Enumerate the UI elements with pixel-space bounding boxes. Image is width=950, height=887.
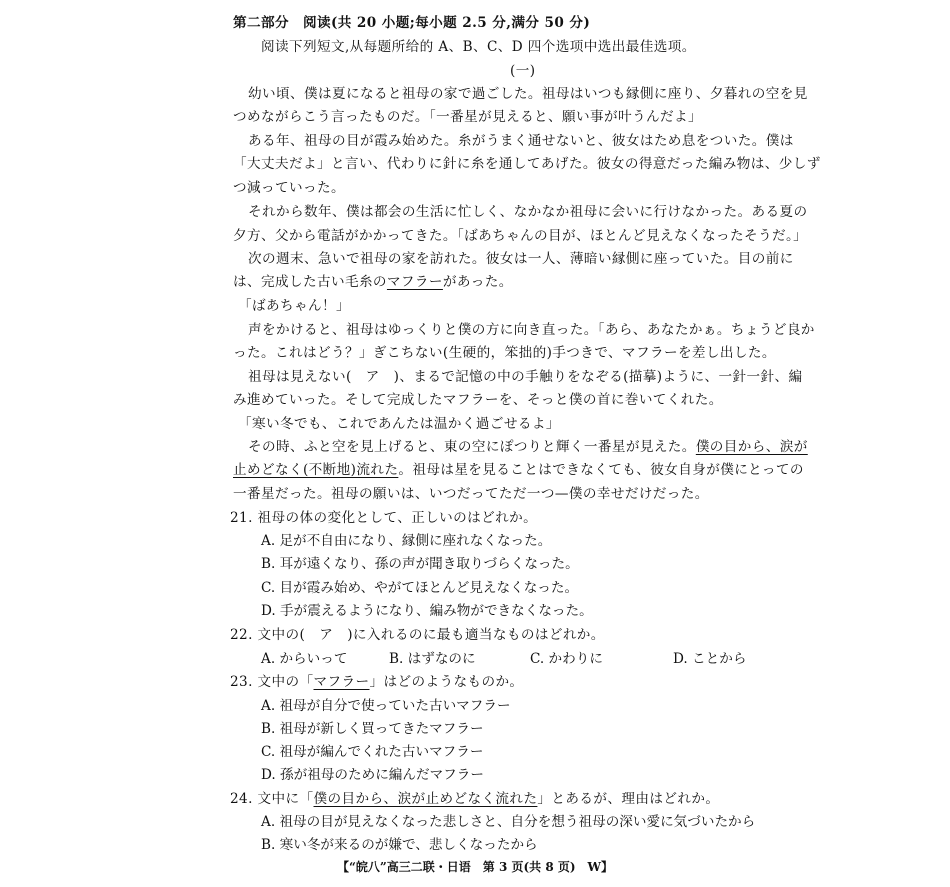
section-title: 第二部分 阅读(共 20 小题;每小题 2.5 分,满分 50 分) [233,15,591,31]
passage-line: 祖母は見えない( ア )、まるで記憶の中の手触りをなぞる(描摹)ように、一針一針、編 [248,369,803,385]
option-b: B. はずなのに [389,651,476,667]
underlined-muffler: マフラー [386,274,443,290]
passage-line: った。これはどう？」ぎこちない(生硬的，笨拙的)手つきで、マフラーを差し出した。 [233,345,776,361]
underlined-tears: 止めどなく(不断地)流れた [233,462,399,478]
page-footer: 【“皖八”高三二联・日语 第 3 页(共 8 页) W】 [336,860,614,874]
passage-line: 幼い頃、僕は夏になると祖母の家で過ごした。祖母はいつも縁側に座り、夕暮れの空を見 [248,86,808,102]
option-b: B. 祖母が新しく買ってきたマフラー [261,721,484,737]
underlined-tears: 僕の目から、涙が [695,439,808,455]
section-instruction: 阅读下列短文,从每题所给的 A、B、C、D 四个选项中选出最佳选项。 [261,39,696,55]
option-c: C. 祖母が編んでくれた古いマフラー [261,744,484,760]
passage-line: つめながらこう言ったものだ。「一番星が見えると、願い事が叶うんだよ」 [233,109,702,125]
passage-line: み進めていった。そして完成したマフラーを、そっと僕の首に巻いてくれた。 [233,392,723,408]
passage-line: 「ばあちゃん！」 [238,298,350,314]
passage-line [248,438,808,456]
question-stem: 21. 祖母の体の変化として、正しいのはどれか。 [230,510,538,526]
passage-line: ある年、祖母の目が霞み始めた。糸がうまく通せないと、彼女はため息をついた。僕は [248,133,794,149]
passage-number: (一) [510,63,536,79]
passage-text: 。祖母は星を見ることはできなくても、彼女自身が僕にとっての [398,462,804,478]
passage-line: つ減っていった。 [233,180,345,196]
option-c: C. かわりに [530,651,603,667]
stem-text: 23. 文中の「 [230,674,314,690]
option-a: A. 祖母の目が見えなくなった悲しさと、自分を想う祖母の深い愛に気づいたから [261,814,756,830]
passage-line [233,273,513,291]
stem-text: 」はどのようなものか。 [369,674,524,690]
passage-line: 「大丈夫だよ」と言い、代わりに針に糸を通してあげた。彼女の得意だった編み物は、少しず [233,156,821,172]
underlined-muffler: マフラー [313,674,370,690]
passage-line: 夕方、父から電話がかかってきた。「ばあちゃんの目が、ほとんど見えなくなったそうだ。」 [233,228,808,244]
option-d: D. 孫が祖母のために編んだマフラー [261,767,484,783]
option-a: A. からいって [261,651,348,667]
option-c: C. 目が霞み始め、やがてほとんど見えなくなった。 [261,580,579,596]
stem-text: 24. 文中に「 [230,791,314,807]
passage-text: その時、ふと空を見上げると、東の空にぽつりと輝く一番星が見えた。 [248,439,696,455]
question-stem [230,673,523,691]
passage-line: それから数年、僕は都会の生活に忙しく、なかなか祖母に会いに行けなかった。ある夏の [248,204,808,220]
option-d: D. ことから [673,651,747,667]
passage-line: 次の週末、急いで祖母の家を訪れた。彼女は一人、薄暗い縁側に座っていた。目の前に [248,251,794,267]
passage-line: 声をかけると、祖母はゆっくりと僕の方に向き直った。「あら、あなたかぁ。ちょうど良か [248,322,815,338]
option-a: A. 足が不自由になり、縁側に座れなくなった。 [261,533,552,549]
stem-text: 」とあるが、理由はどれか。 [537,791,720,807]
option-b: B. 寒い冬が来るのが嫌で、悲しくなったから [261,837,538,853]
option-a: A. 祖母が自分で使っていた古いマフラー [261,698,511,714]
question-stem [230,790,719,808]
passage-line: 一番星だった。祖母の願いは、いつだってただ一つ—僕の幸せだけだった。 [233,486,709,502]
passage-text: は、完成した古い毛糸の [233,274,387,290]
option-d: D. 手が震えるようになり、編み物ができなくなった。 [261,603,593,619]
question-stem: 22. 文中の( ア )に入れるのに最も適当なものはどれか。 [230,627,605,643]
underlined-tears: 僕の目から、涙が止めどなく流れた [313,791,538,807]
passage-line: 「寒い冬でも、これであんたは温かく過ごせるよ」 [238,416,560,432]
passage-line [233,461,804,479]
option-b: B. 耳が遠くなり、孫の声が聞き取りづらくなった。 [261,556,579,572]
passage-text: があった。 [442,274,513,290]
